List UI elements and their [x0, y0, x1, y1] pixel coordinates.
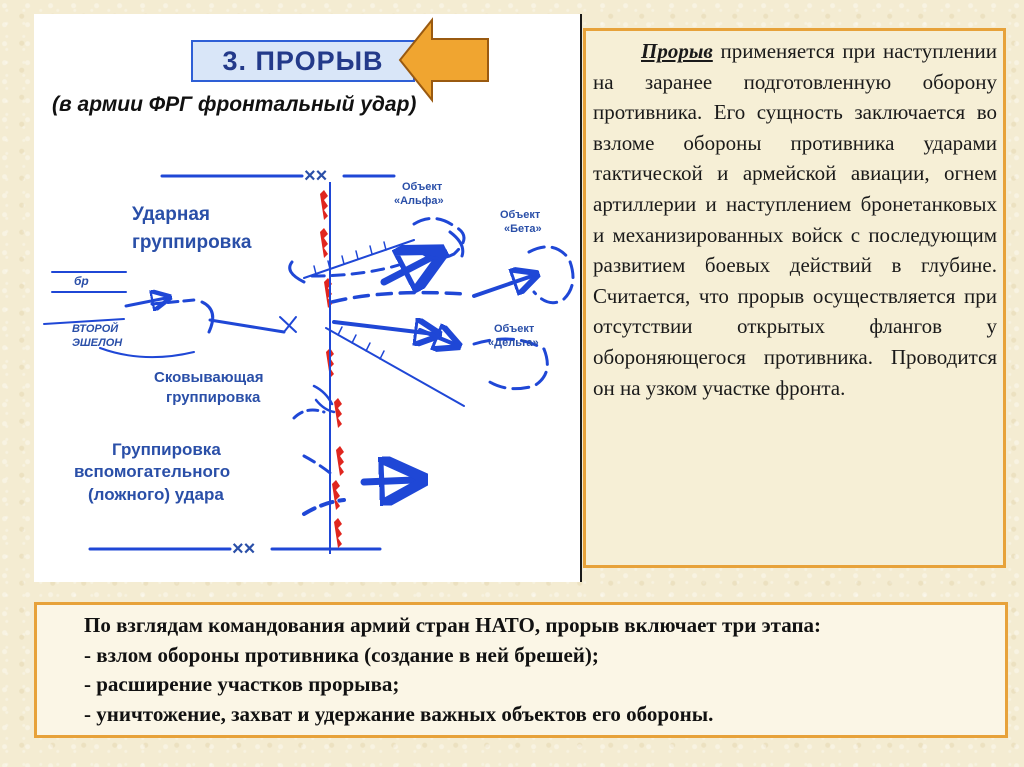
nato-stage-item: - расширение участков прорыва; — [84, 672, 400, 696]
strike-arrow-delta — [420, 330, 454, 344]
nato-stages-text — [84, 611, 994, 729]
svg-text:××: ×× — [232, 538, 256, 560]
nato-intro-line: По взглядам командования армий стран НАТО, прорыв включает три этапа: — [84, 613, 822, 637]
nato-stage-item: - уничтожение, захват и удержание важных объектов его обороны. — [84, 701, 714, 726]
auxiliary-group-label: Группировка вспомогательного (ложного) удара — [74, 440, 231, 504]
object-beta-label: Объект «Бета» — [500, 209, 542, 235]
auxiliary-arrow — [364, 480, 414, 482]
object-delta-label: Объект «Дельта» — [488, 323, 539, 349]
description-text — [593, 36, 997, 403]
strike-group-label: Ударная группировка — [132, 204, 252, 253]
nato-stage-item: - взлом обороны противника (создание в ней брешей); — [84, 642, 599, 667]
panel-divider — [580, 14, 582, 582]
object-alpha-label: Объект «Альфа» — [394, 181, 444, 207]
front-line — [320, 190, 344, 548]
strike-arrow-beta — [474, 276, 532, 296]
br-label: бр — [74, 274, 89, 288]
slide-subtitle: (в армии ФРГ фронтальный удар) — [52, 93, 417, 116]
second-echelon-label: ВТОРОЙ ЭШЕЛОН — [72, 323, 123, 349]
svg-text:××: ×× — [304, 165, 328, 187]
pinning-group-label: Сковывающая группировка — [154, 369, 264, 406]
description-body: применяется при наступлении на заранее подготовленную оборону противника. Его сущность заключается во взломе обороны противника ударами тактической и армейской авиации, огнем артиллерии и наступлением бронетанковых и механизированных войск с последующим развитием боевых действий в глубине. Считается, что прорыв осуществляется при отсутствии открытых флангов у обороняющегося противника. Проводится он на узком участке фронта. — [593, 39, 997, 400]
object-beta-outline — [529, 247, 573, 303]
slide-title: 3. ПРОРЫВ — [191, 40, 415, 82]
description-term: Прорыв — [641, 39, 713, 63]
strike-arrow-alpha — [290, 262, 304, 282]
